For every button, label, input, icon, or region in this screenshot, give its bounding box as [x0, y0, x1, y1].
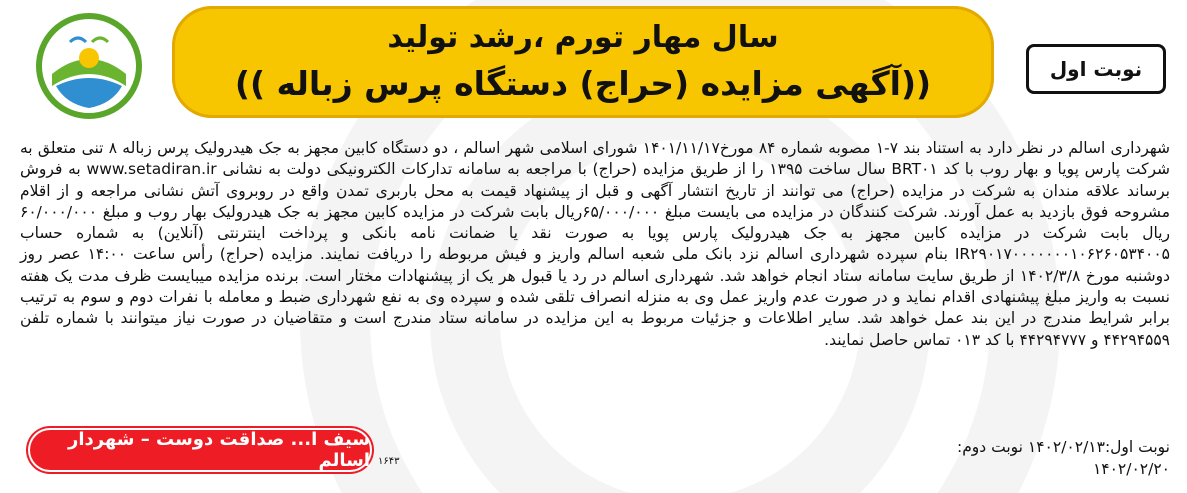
municipality-logo-icon	[30, 12, 148, 120]
title-line-1: سال مهار تورم ،رشد تولید	[387, 20, 779, 55]
title-line-2: ((آگهی مزایده (حراج) دستگاه پرس زباله ))	[234, 64, 932, 103]
notice-body: شهرداری اسالم در نظر دارد به استناد بند ۷-۱ مصوبه شماره ۸۴ مورخ۱۴۰۱/۱۱/۱۷ شورای اسلامی شهر اسالم ، دو دستگاه کابین مجهز به جک هیدرولیک پرس زباله ۸ تنی متعلق به شرکت پارس پویا و بهار روب با کد BRT۰۱ سال ساخت ۱۳۹۵ را از طریق مزایده (حراج) با مراجعه به سامانه تدارکات الکترونیکی دولت به نشانی www.setadiran.ir به فروش برساند علاقه مندان به شرکت در مزایده (حراج) می توانند از تاریخ انتشار آگهی و قبل از پیشنهاد قیمت به محل باربری تمدن واقع در روبروی آتش نشانی مراجعه و از اقلام مشروحه فوق بازدید به عمل آورند. شرکت کنندگان در مزایده می بایست مبلغ ۶۵/۰۰۰/۰۰۰ریال بابت شرکت در مزایده کابین مجهز به جک هیدرولیک بهار روب و مبلغ ۶۰/۰۰۰/۰۰۰ ریال بابت شرکت در مزایده کابین مجهز به جک هیدرولیک پارس پویا به صورت نقد یا ضمانت نامه بانکی و پرداخت اینترنتی (آنلاین) به شماره حساب IR۲۹۰۱۷۰۰۰۰۰۰۰۱۰۶۲۶۰۵۳۴۰۰۵ بنام سپرده شهرداری اسالم نزد بانک ملی شعبه اسالم واریز و فیش مربوطه را دریافت نمایند. مزایده (حراج) رأس ساعت ۱۴:۰۰ عصر روز دوشنبه مورخ ۱۴۰۲/۳/۸ از طریق سایت سامانه ستاد انجام خواهد شد. شهرداری اسالم در رد یا قبول هر یک از پیشنهادات مختار است. برنده مزایده میبایست ظرف مدت یک هفته نسبت به واریز مبلغ پیشنهادی اقدام نماید و در صورت عدم واریز عمل وی به منزله انصراف تلقی شده و سپرده وی به نفع شهرداری ضبط و معامله با نفرات دوم و سوم به ترتیب برابر شرایط مندرج در این بند عمل خواهد شد. سایر اطلاعات و جزئیات مربوط به این مزایده در سامانه ستاد مندرج است و متقاضیان در صورت نیاز میتوانند با شماره تلفن ۴۴۲۹۴۵۵۹ و ۴۴۲۹۴۷۷۷ با کد ۰۱۳ تماس حاصل نمایند.	[20, 139, 1171, 349]
dates-line-2: ۱۴۰۲/۰۲/۲۰	[1092, 459, 1170, 478]
notice-turn-badge: نوبت اول	[1026, 44, 1166, 94]
title-banner	[172, 6, 994, 118]
dates-line-1: نوبت اول:۱۴۰۲/۰۲/۱۳ نوبت دوم:	[956, 438, 1170, 456]
header	[0, 0, 1187, 128]
notice-dates	[570, 437, 1170, 480]
mayor-signature: سیف ا... صداقت دوست – شهردار اسالم	[30, 430, 370, 470]
notice-code: ۱۶۴۳	[378, 456, 400, 467]
